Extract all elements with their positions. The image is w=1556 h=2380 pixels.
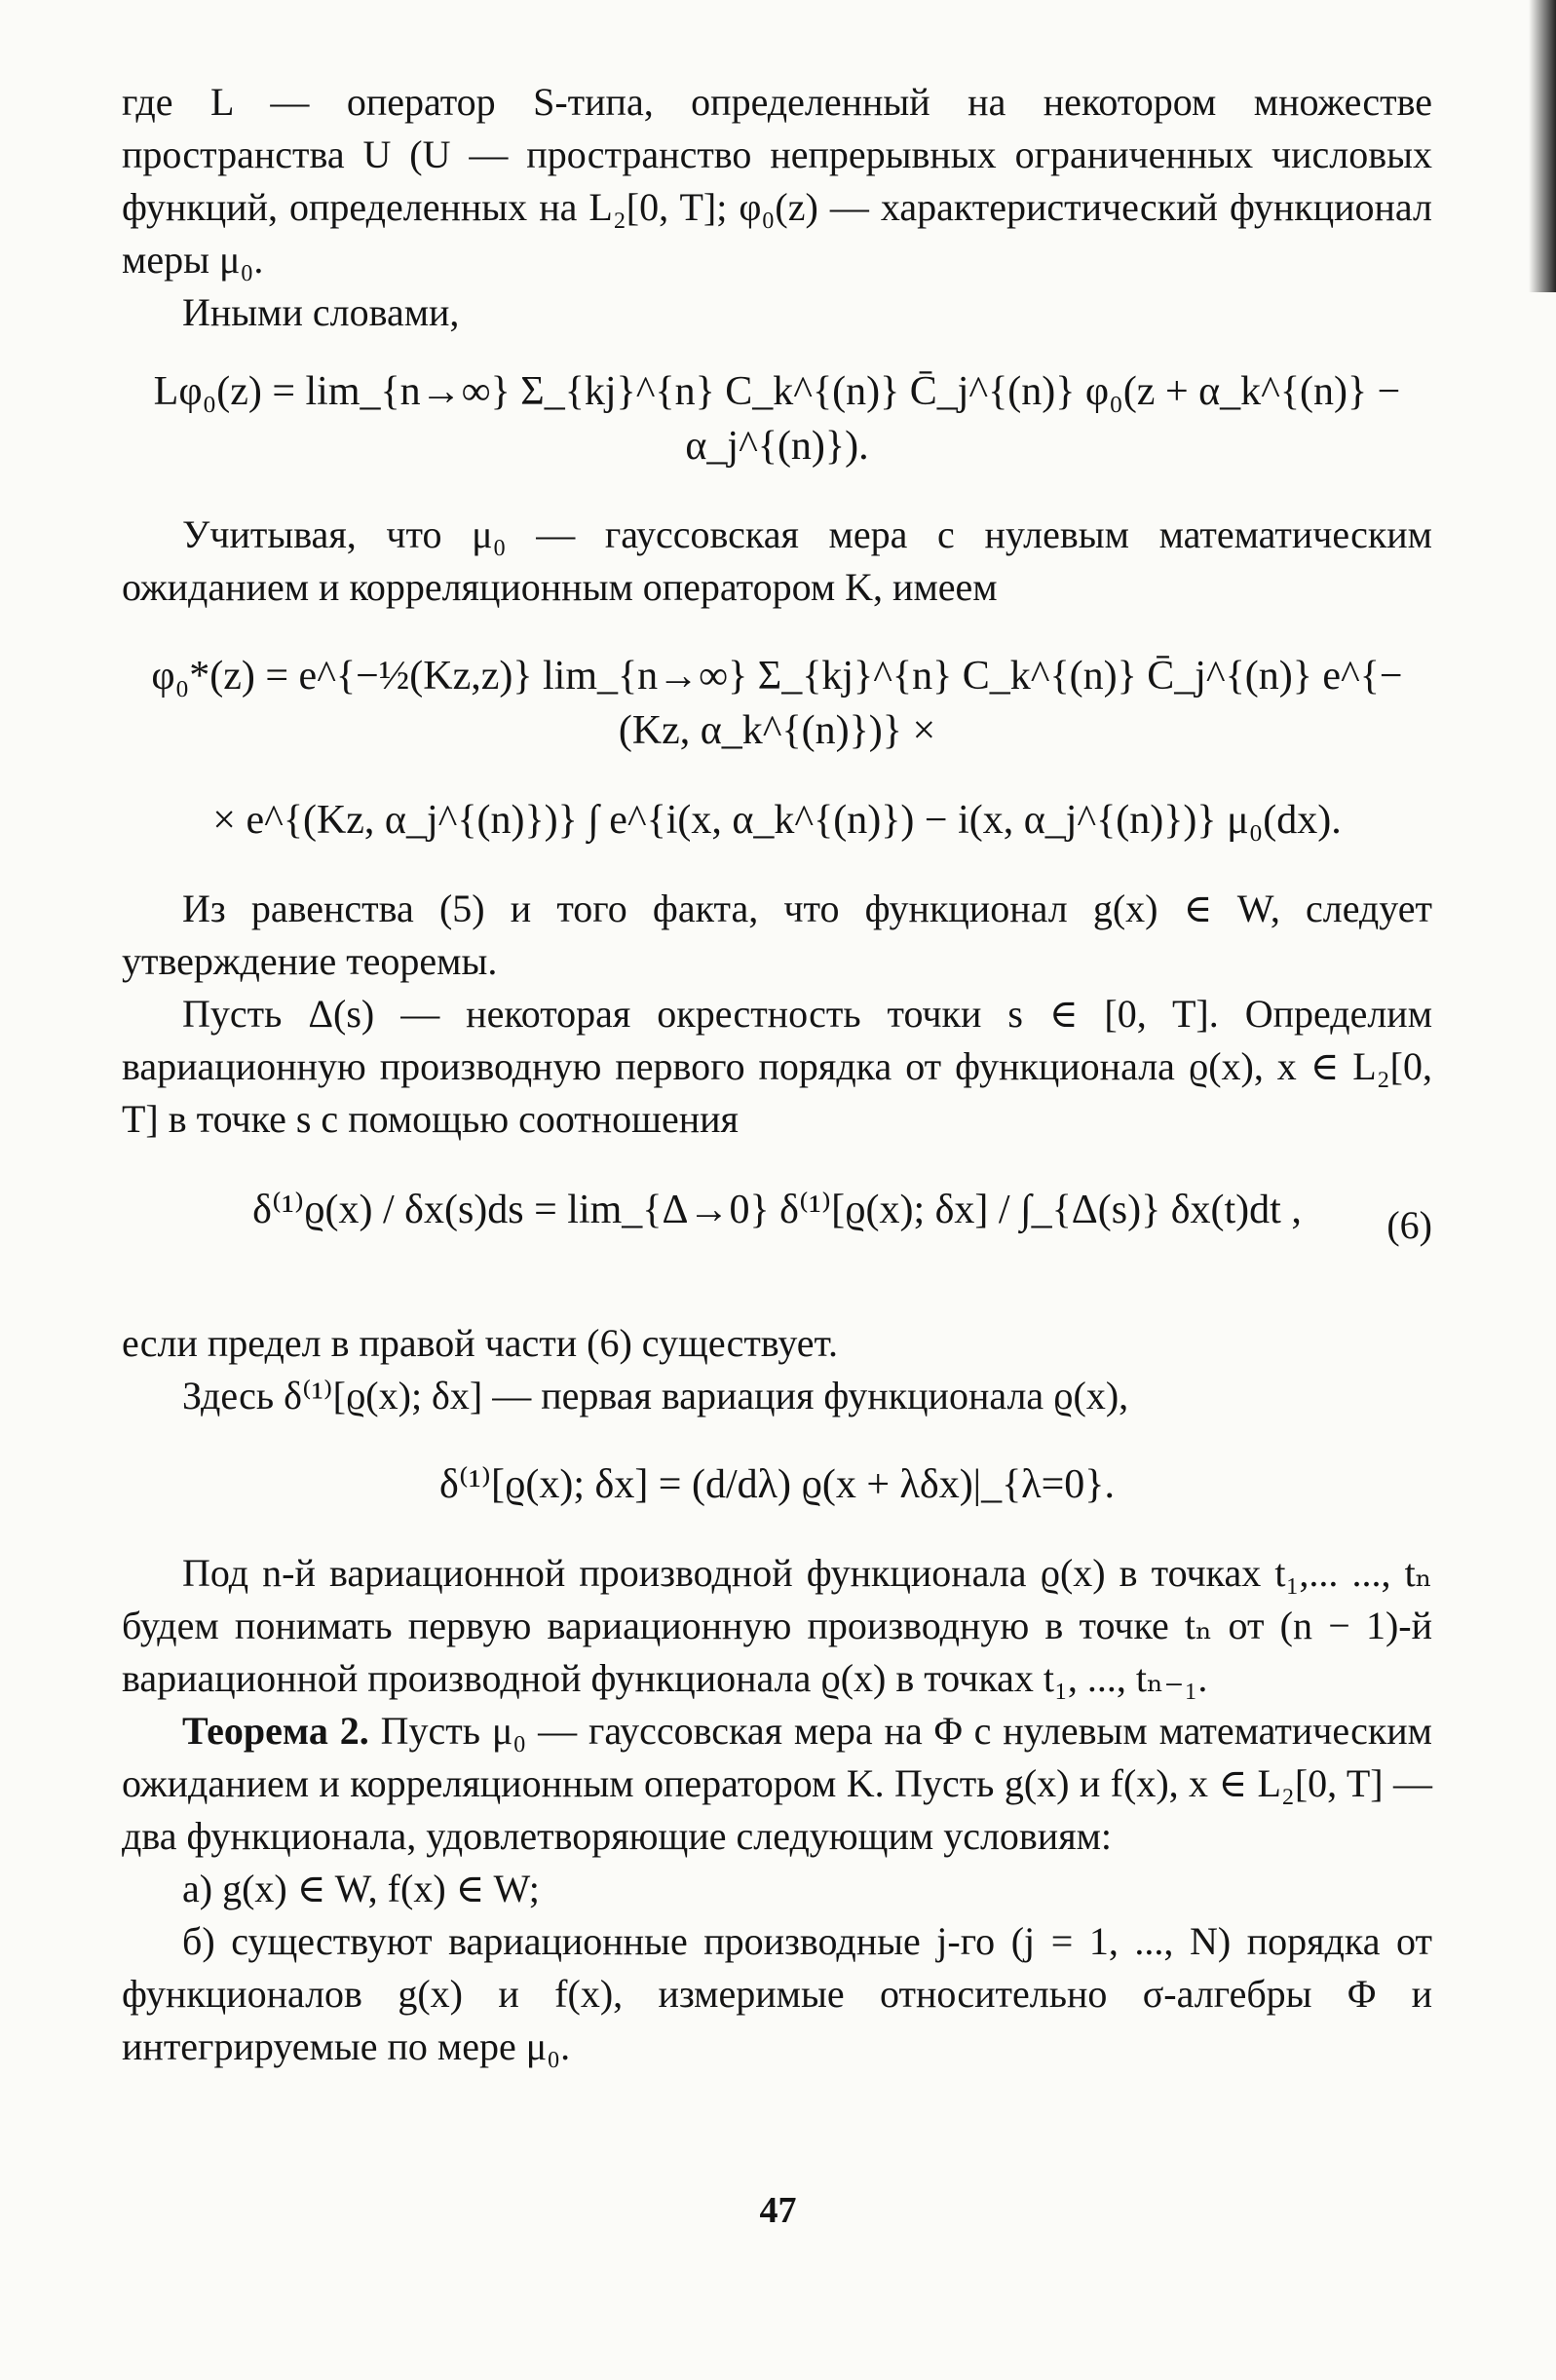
condition-a: а) g(x) ∈ W, f(x) ∈ W; — [182, 1867, 540, 1910]
paragraph-5: Пусть Δ(s) — некоторая окрестность точки s ∈ [0, T]. Определим вариационную производную первого порядка от функционала ϱ(x), x ∈ L₂[0, T] в точке s с помощью соотношения — [122, 992, 1432, 1141]
equation-number: (6) — [1386, 1203, 1432, 1247]
paragraph-1: где L — оператор S-типа, определенный на некотором множестве пространства U (U — пространство непрерывных ограниченных числовых функций, определенных на L₂[0, T]; φ₀(z) — характеристический функционал меры μ₀. — [122, 80, 1432, 282]
paragraph-8: Под n-й вариационной производной функционала ϱ(x) в точках t₁,... ..., tₙ будем понимать первую вариационную производную в точке tₙ от (n − 1)-й вариационной производной функционала ϱ(x) в точках t₁, ..., tₙ₋₁. — [122, 1551, 1432, 1700]
page-content — [122, 76, 1432, 2073]
paragraph-4: Из равенства (5) и того факта, что функционал g(x) ∈ W, следует утверждение теоремы. — [122, 887, 1432, 983]
paragraph-6: если предел в правой части (6) существует. — [122, 1321, 839, 1365]
equation-4: δ⁽¹⁾[ϱ(x); δx] = (d/dλ) ϱ(x + λδx)|_{λ=0}. — [439, 1462, 1115, 1507]
equation-3: δ⁽¹⁾ϱ(x) / δx(s)ds = lim_{Δ→0} δ⁽¹⁾[ϱ(x); δx] / ∫_{Δ(s)} δx(t)dt , — [252, 1188, 1302, 1232]
page-number: 47 — [759, 2190, 797, 2231]
equation-2-line-1: φ₀*(z) = e^{−½(Kz,z)} lim_{n→∞} Σ_{kj}^{n} C_k^{(n)} C̄_j^{(n)} e^{−(Kz, α_k^{(n)})} × — [151, 654, 1403, 753]
theorem-label: Теорема 2. — [182, 1709, 369, 1753]
paragraph-2: Иными словами, — [182, 290, 460, 334]
equation-1: Lφ₀(z) = lim_{n→∞} Σ_{kj}^{n} C_k^{(n)} C̄_j^{(n)} φ₀(z + α_k^{(n)} − α_j^{(n)}). — [153, 369, 1401, 469]
theorem-2 — [122, 1705, 1432, 1863]
page-edge-shadow — [1529, 0, 1556, 292]
theorem-text: Пусть μ₀ — гауссовская мера на Φ с нулевым математическим ожиданием и корреляционным оператором K. Пусть g(x) и f(x), x ∈ L₂[0, T] — два функционала, удовлетворяющие следующим условиям: — [122, 1709, 1432, 1858]
equation-3-row — [122, 1173, 1432, 1290]
condition-b: б) существуют вариационные производные j-го (j = 1, ..., N) порядка от функционалов g(x) и f(x), измеримые относительно σ-алгебры Φ и интегрируемые по мере μ₀. — [122, 1919, 1432, 2068]
equation-2-line-2: × e^{(Kz, α_j^{(n)})} ∫ e^{i(x, α_k^{(n)}) − i(x, α_j^{(n)})} μ₀(dx). — [212, 798, 1342, 843]
paragraph-7: Здесь δ⁽¹⁾[ϱ(x); δx] — первая вариация функционала ϱ(x), — [182, 1374, 1129, 1417]
paragraph-3: Учитывая, что μ₀ — гауссовская мера с нулевым математическим ожиданием и корреляционным оператором K, имеем — [122, 512, 1432, 609]
